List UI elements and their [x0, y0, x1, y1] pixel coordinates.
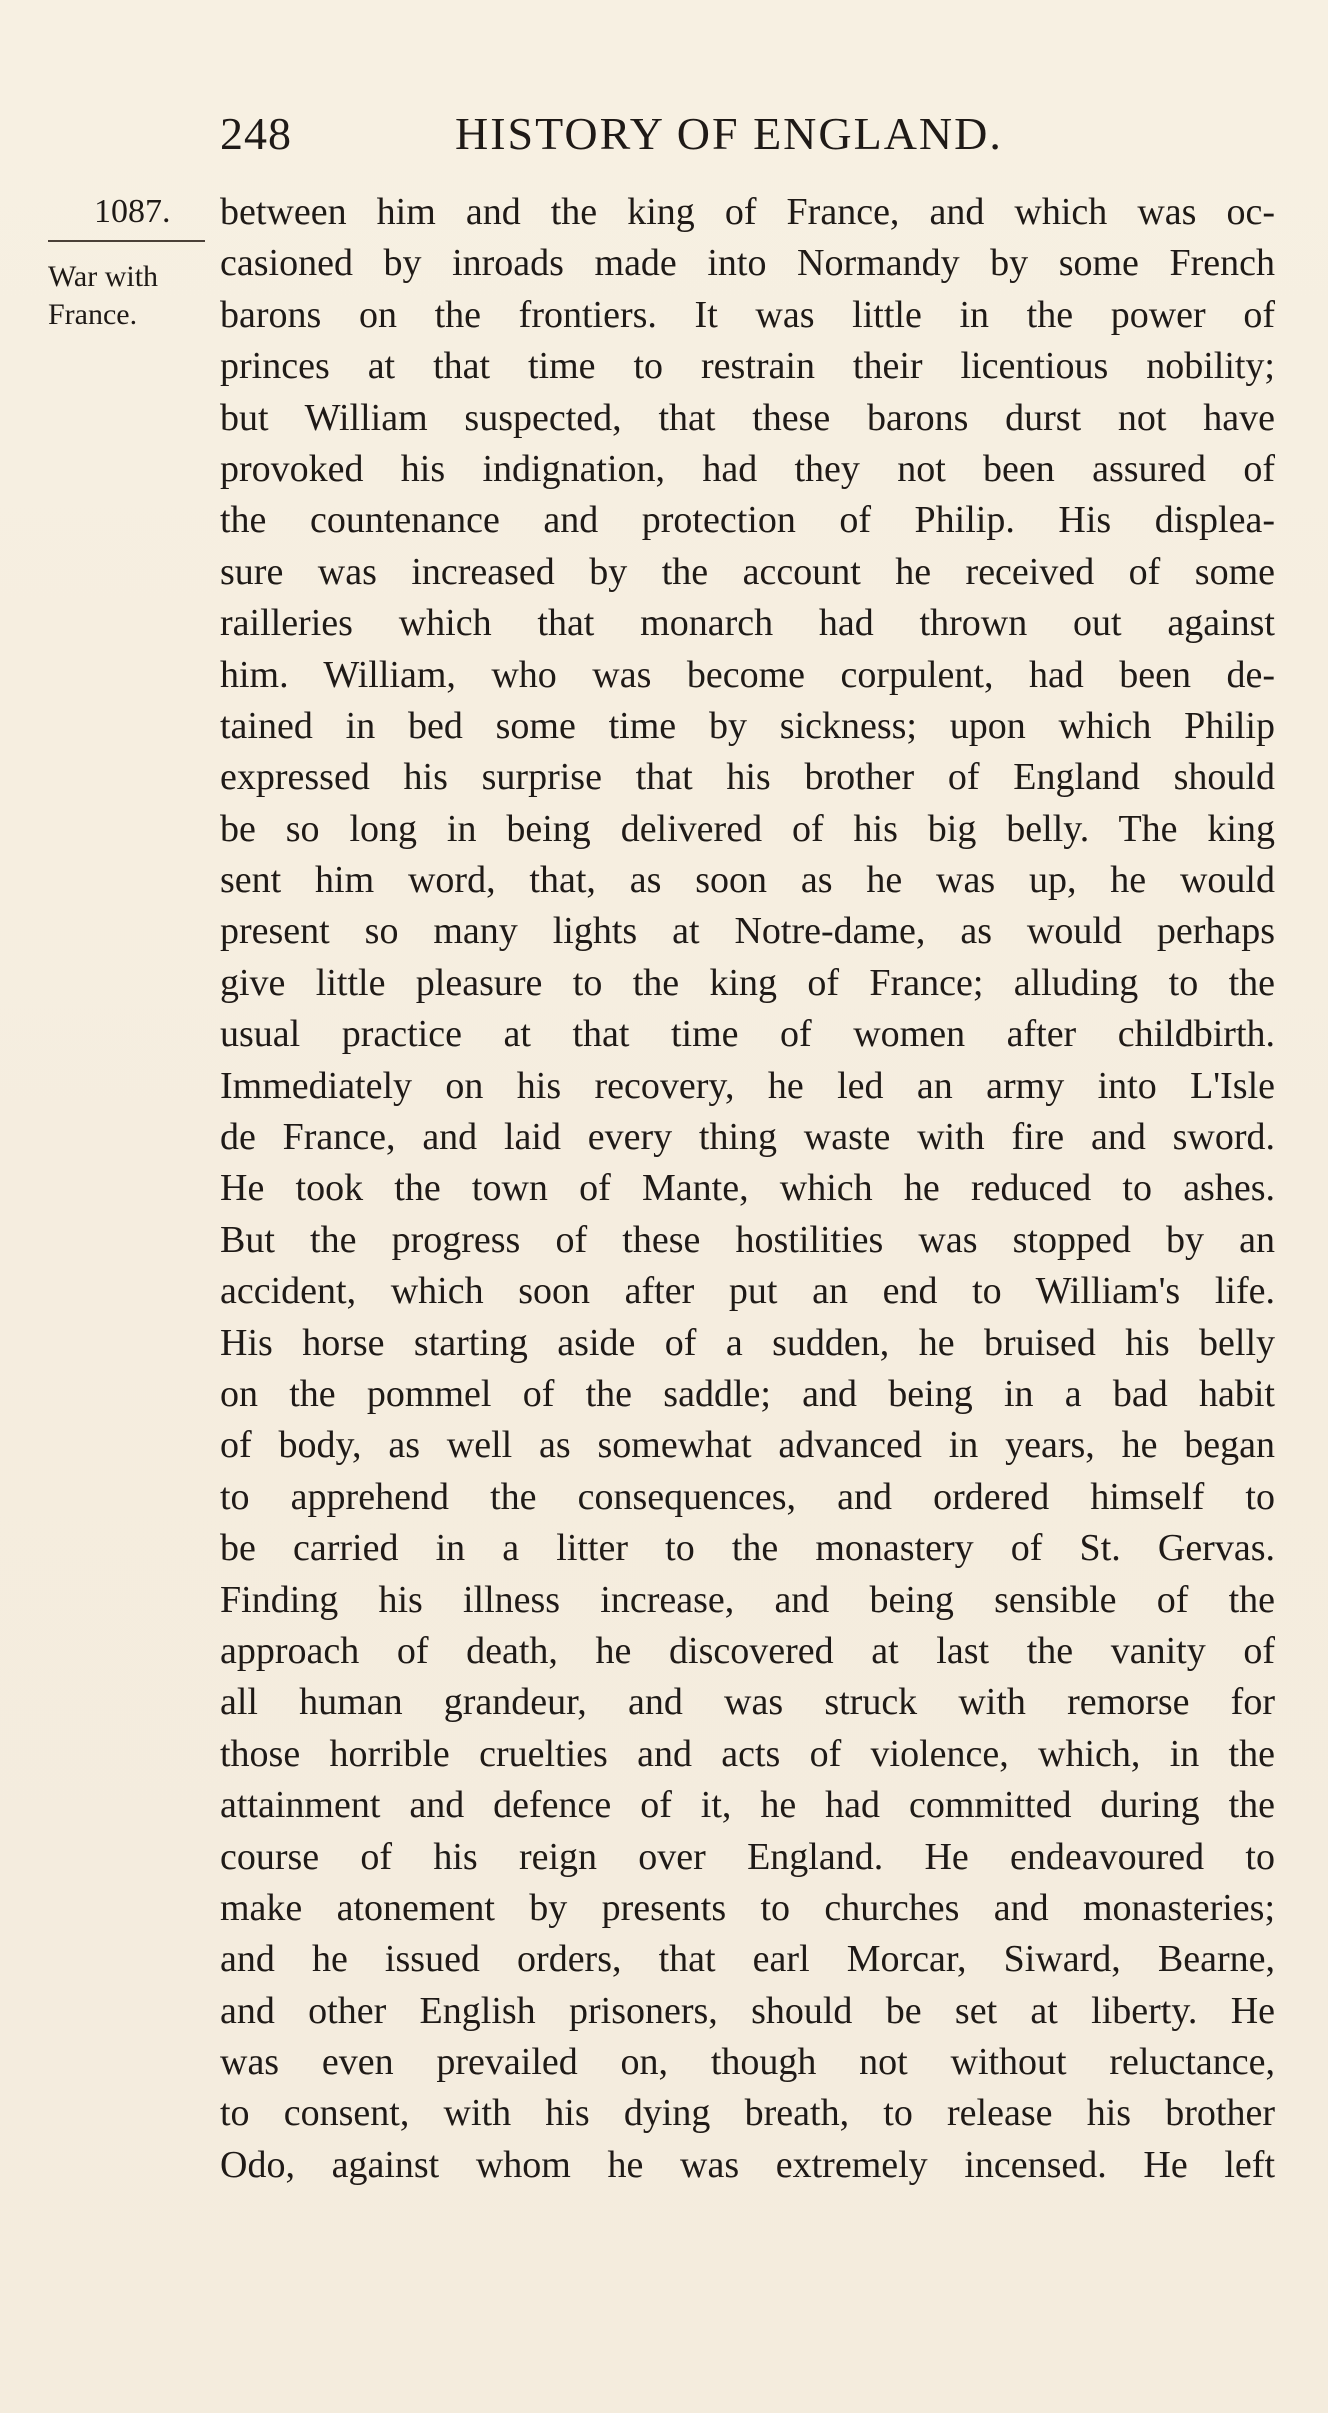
text-line: to apprehend the consequences, and ordered himself to	[220, 1475, 1275, 1518]
text-line: present so many lights at Notre-dame, as would perhaps	[220, 910, 1275, 953]
text-line: But the progress of these hostilities was stopped by an	[220, 1218, 1275, 1261]
text-line: He took the town of Mante, which he reduced to ashes.	[220, 1167, 1275, 1210]
text-line: His horse starting aside of a sudden, he bruised his belly	[220, 1321, 1275, 1364]
text-line: him. William, who was become corpulent, had been de-	[220, 653, 1275, 696]
text-line: those horrible cruelties and acts of violence, which, in the	[220, 1732, 1275, 1775]
text-line: of body, as well as somewhat advanced in years, he began	[220, 1424, 1275, 1467]
text-line: attainment and defence of it, he had committed during the	[220, 1784, 1275, 1827]
text-line: tained in bed some time by sickness; upon which Philip	[220, 704, 1275, 747]
text-line: accident, which soon after put an end to William's life.	[220, 1270, 1275, 1313]
text-line: but William suspected, that these barons durst not have	[220, 396, 1275, 439]
text-line: Odo, against whom he was extremely incensed. He left	[220, 2143, 1275, 2186]
text-line: give little pleasure to the king of France; alluding to the	[220, 961, 1275, 1004]
text-line: and other English prisoners, should be set at liberty. He	[220, 1989, 1275, 2032]
text-line: princes at that time to restrain their licentious nobility;	[220, 345, 1275, 388]
text-line: barons on the frontiers. It was little in the power of	[220, 293, 1275, 336]
margin-note-line: France.	[48, 298, 138, 331]
running-head	[0, 104, 1328, 164]
text-line: sent him word, that, as soon as he was up, he would	[220, 859, 1275, 902]
margin-note-line: War with	[48, 260, 159, 293]
page-number: 248	[220, 108, 292, 159]
text-line: make atonement by presents to churches and monasteries;	[220, 1886, 1275, 1929]
text-line: expressed his surprise that his brother of England should	[220, 756, 1275, 799]
text-line: to consent, with his dying breath, to release his brother	[220, 2092, 1275, 2135]
text-line: casioned by inroads made into Normandy by some French	[220, 242, 1275, 285]
running-title: HISTORY OF ENGLAND.	[455, 108, 1003, 159]
text-line: between him and the king of France, and which was oc-	[220, 191, 1275, 233]
text-line: usual practice at that time of women after childbirth.	[220, 1013, 1275, 1056]
text-line: provoked his indignation, had they not been assured of	[220, 447, 1275, 490]
text-line: course of his reign over England. He endeavoured to	[220, 1835, 1275, 1878]
text-line: be carried in a litter to the monastery of St. Gervas.	[220, 1527, 1275, 1570]
text-line: on the pommel of the saddle; and being in a bad habit	[220, 1372, 1275, 1415]
text-line: sure was increased by the account he received of some	[220, 550, 1275, 593]
text-line: railleries which that monarch had thrown out against	[220, 602, 1275, 645]
margin-year: 1087.	[94, 193, 171, 230]
text-line: Immediately on his recovery, he led an army into L'Isle	[220, 1064, 1275, 1107]
margin-note	[48, 258, 198, 334]
text-line: the countenance and protection of Philip. His displea-	[220, 499, 1275, 542]
text-line: was even prevailed on, though not without reluctance,	[220, 2041, 1275, 2084]
text-line: and he issued orders, that earl Morcar, Siward, Bearne,	[220, 1938, 1275, 1981]
text-line: approach of death, he discovered at last the vanity of	[220, 1629, 1275, 1672]
text-line: be so long in being delivered of his big belly. The king	[220, 807, 1275, 850]
body-text	[220, 187, 1275, 2191]
text-line: Finding his illness increase, and being sensible of the	[220, 1578, 1275, 1621]
margin-rule	[48, 240, 205, 242]
text-line: all human grandeur, and was struck with remorse for	[220, 1681, 1275, 1724]
text-line: de France, and laid every thing waste with fire and sword.	[220, 1116, 1275, 1159]
